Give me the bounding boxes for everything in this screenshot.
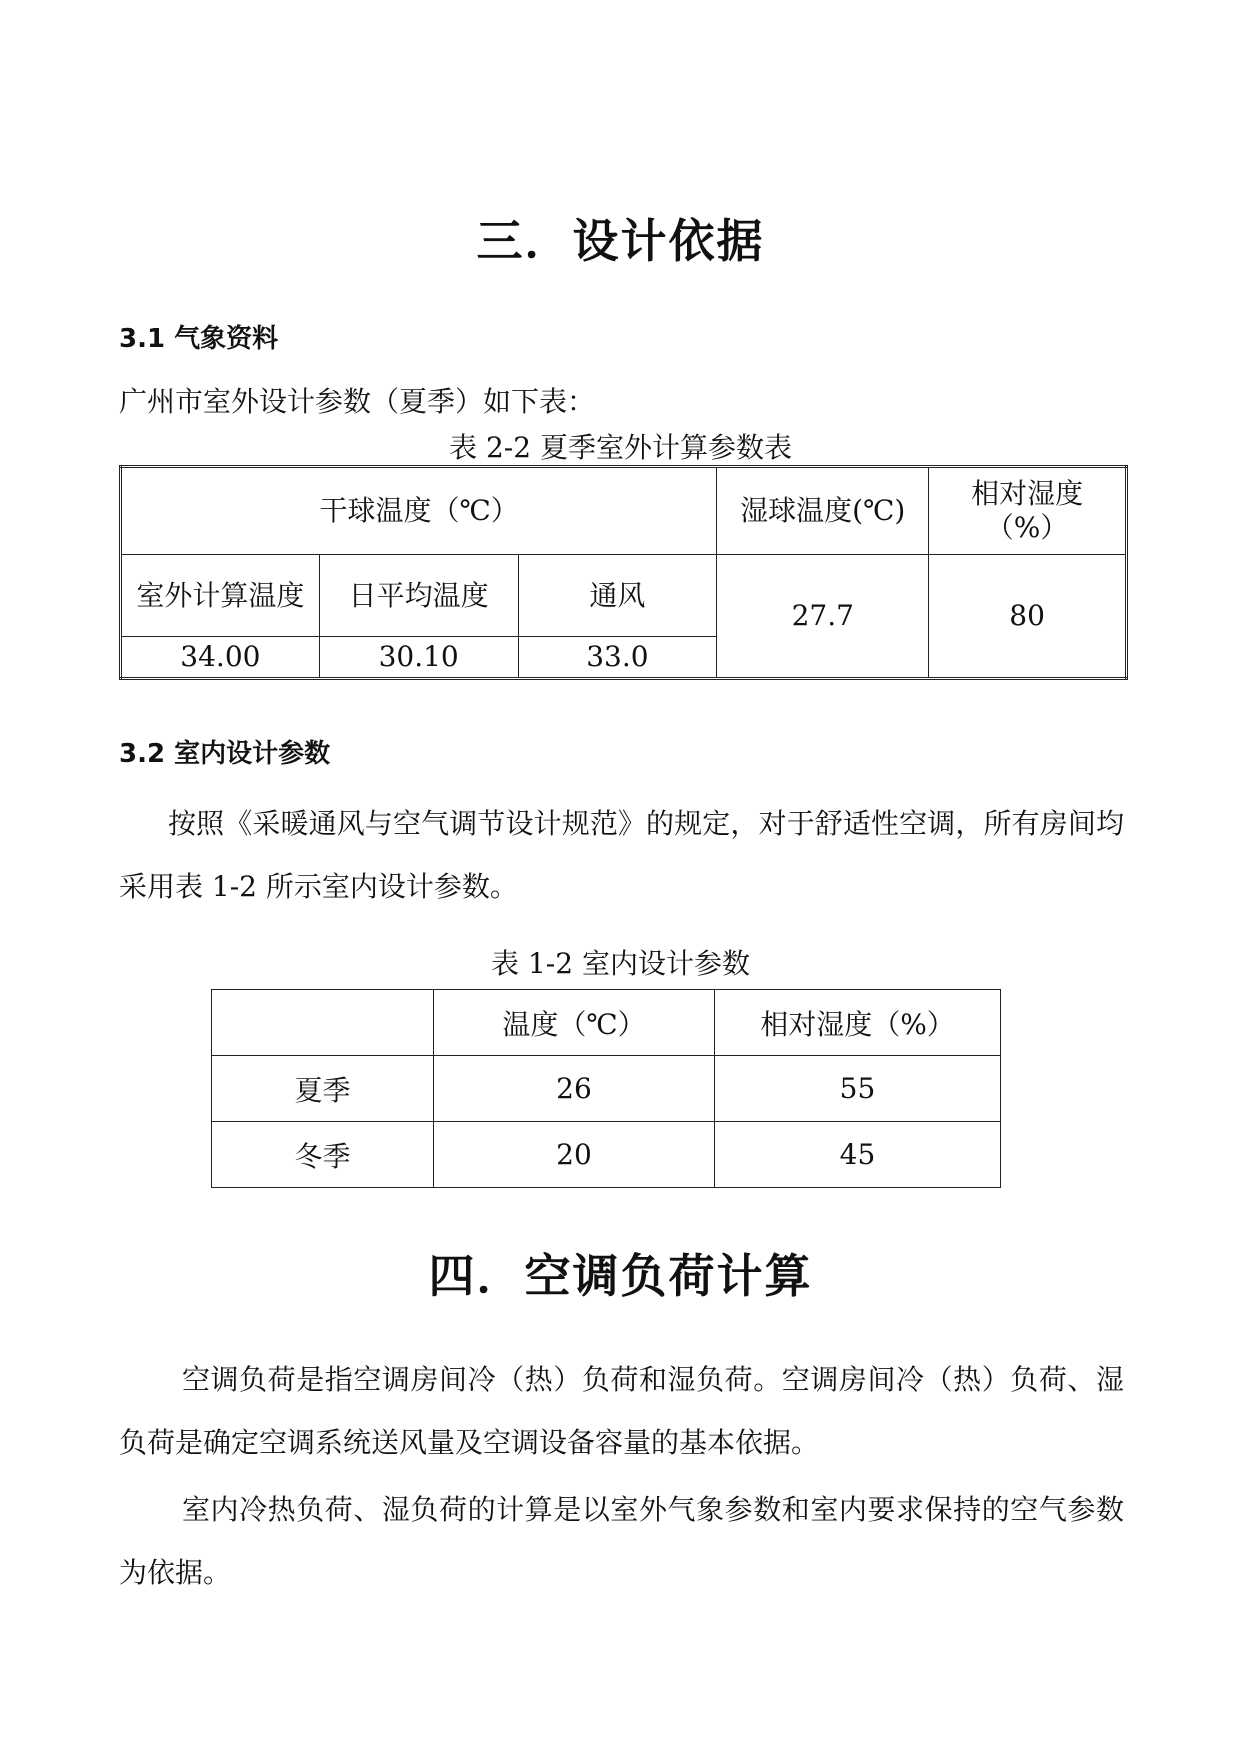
outdoor-calc-temp-value: 34.00: [121, 637, 320, 679]
rh-value: 80: [929, 555, 1127, 679]
ventilation-label: 通风: [518, 555, 717, 637]
season-summer: 夏季: [212, 1056, 434, 1122]
indoor-params-table: [211, 989, 1001, 1188]
table-row: [212, 1056, 1001, 1122]
daily-avg-temp-label: 日平均温度: [319, 555, 518, 637]
winter-rh: 45: [715, 1122, 1001, 1188]
winter-temp: 20: [434, 1122, 715, 1188]
load-definition-paragraph: 空调负荷是指空调房间冷（热）负荷和湿负荷。空调房间冷（热）负荷、湿负荷是确定空调系统送风量及空调设备容量的基本依据。: [119, 1363, 1124, 1459]
wet-bulb-header: 湿球温度(℃): [717, 467, 929, 555]
rh-header: 相对湿度（%）: [929, 467, 1127, 555]
ventilation-value: 33.0: [518, 637, 717, 679]
indoor-params-paragraph: 按照《采暖通风与空气调节设计规范》的规定，对于舒适性空调，所有房间均采用表 1-2 所示室内设计参数。: [119, 807, 1124, 903]
season-winter: 冬季: [212, 1122, 434, 1188]
header-humidity: 相对湿度（%）: [715, 990, 1001, 1056]
header-temperature: 温度（℃）: [434, 990, 715, 1056]
dry-bulb-header: 干球温度（℃）: [121, 467, 717, 555]
daily-avg-temp-value: 30.10: [319, 637, 518, 679]
outdoor-calc-temp-label: 室外计算温度: [121, 555, 320, 637]
load-calc-basis-paragraph: 室内冷热负荷、湿负荷的计算是以室外气象参数和室内要求保持的空气参数为依据。: [119, 1493, 1124, 1589]
outdoor-params-intro: 广州市室外设计参数（夏季）如下表：: [119, 385, 596, 418]
table-2-2-caption: 表 2-2 夏季室外计算参数表: [449, 431, 792, 464]
heading-3-1: 3.1 气象资料: [119, 324, 279, 354]
table-1-2-caption: 表 1-2 室内设计参数: [491, 947, 750, 980]
heading-3-2: 3.2 室内设计参数: [119, 739, 331, 769]
table-row: [212, 1122, 1001, 1188]
section-4-title: 四．空调负荷计算: [428, 1249, 813, 1303]
wet-bulb-value: 27.7: [717, 555, 929, 679]
header-empty-cell: [212, 990, 434, 1056]
summer-rh: 55: [715, 1056, 1001, 1122]
section-3-title: 三．设计依据: [476, 214, 765, 268]
outdoor-params-table: [119, 465, 1128, 680]
summer-temp: 26: [434, 1056, 715, 1122]
